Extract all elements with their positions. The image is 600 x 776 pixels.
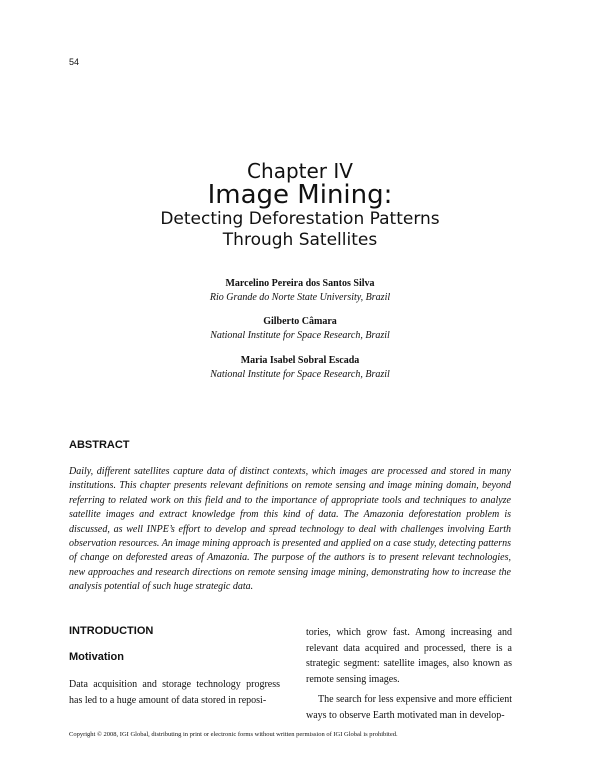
author-block (0, 277, 600, 305)
body-paragraph: The search for less expensive and more efficient ways to observe Earth motivated man in develop- (306, 694, 512, 721)
motivation-subheading: Motivation (69, 651, 124, 663)
author-name: Marcelino Pereira dos Santos Silva (225, 278, 375, 289)
author-block (0, 315, 600, 343)
subtitle-line: Through Satellites (222, 230, 378, 250)
chapter-title: Image Mining: (207, 180, 393, 210)
abstract-body: Daily, different satellites capture data of distinct contexts, which images are processed and stored in many institutions. This chapter presents relevant definitions on remote sensing and image mining domain, beyond referring to related work on this field and to the importance of appropriate tools and techniques to analyze satellite images and extract knowledge from this kind of data. The Amazonia deforestation problem is discussed, as well INPE’s effort to develop and spread technology to deal with challenges involving Earth observation resources. An image mining approach is presented and applied on a case study, detecting patterns of change on deforested areas of Amazonia. The purpose of the authors is to present relevant technologies, new approaches and research directions on remote sensing image mining, demonstrating how to increase the analysis potential of such huge strategic data. (69, 466, 511, 593)
chapter-subtitle (0, 209, 600, 251)
copyright-notice: Copyright © 2008, IGI Global, distributing in print or electronic forms without written permission of IGI Global is prohibited. (69, 731, 398, 738)
author-affiliation: Rio Grande do Norte State University, Brazil (209, 292, 391, 303)
body-paragraph: tories, which grow fast. Among increasing and relevant data acquired and processed, there is a strategic segment: satellite images, also known as remote sensing images. (306, 627, 512, 685)
author-affiliation: National Institute for Space Research, Brazil (210, 369, 390, 380)
introduction-heading: INTRODUCTION (69, 625, 154, 637)
page-number: 54 (69, 57, 80, 67)
body-paragraph-left: Data acquisition and storage technology progress has led to a huge amount of data stored in reposi- (69, 679, 280, 706)
abstract-heading: ABSTRACT (69, 439, 130, 451)
subtitle-line: Detecting Deforestation Patterns (160, 209, 440, 229)
chapter-label: Chapter IV (247, 159, 353, 183)
body-column-right (306, 625, 512, 723)
author-affiliation: National Institute for Space Research, Brazil (210, 330, 390, 341)
author-name: Gilberto Câmara (263, 316, 337, 327)
author-block (0, 354, 600, 382)
author-name: Maria Isabel Sobral Escada (240, 355, 360, 366)
